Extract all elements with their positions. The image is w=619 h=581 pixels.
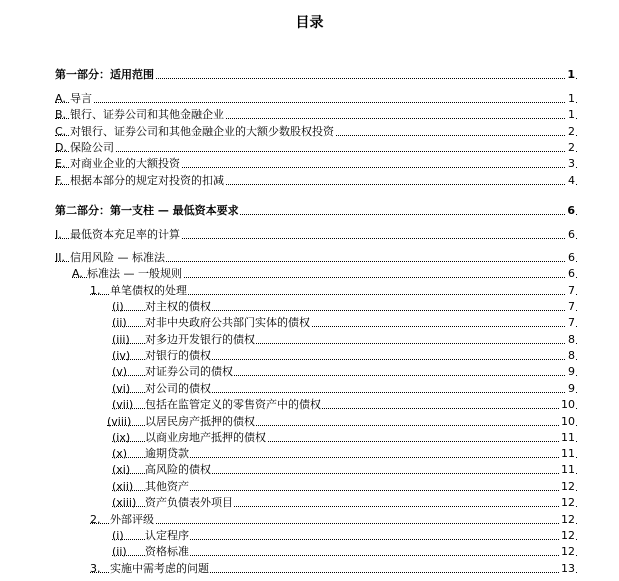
toc-entry-number: (iv)	[112, 349, 131, 362]
toc-entry[interactable]	[0, 283, 619, 299]
toc-entry-number: (xii)	[112, 480, 134, 493]
toc-entry-number: B.	[55, 108, 67, 121]
toc-entry-page: 12	[561, 529, 575, 542]
toc-entry-label: 对公司的债权	[145, 382, 211, 395]
toc-entry[interactable]	[0, 528, 619, 544]
toc-entry-label: 对非中央政府公共部门实体的债权	[145, 316, 310, 329]
toc-entry-label: 对证券公司的债权	[145, 365, 233, 378]
toc-entry-number: A.	[55, 92, 66, 105]
toc-entry[interactable]	[0, 156, 619, 172]
toc-entry-page: 12	[561, 545, 575, 558]
toc-entry-page: 7	[568, 284, 575, 297]
toc-entry[interactable]	[0, 397, 619, 413]
toc-entry[interactable]	[0, 364, 619, 380]
page-title: 目录	[295, 15, 324, 31]
toc-entry[interactable]	[0, 495, 619, 511]
toc-entry-number: A.	[72, 267, 83, 280]
toc-entry-page: 11	[561, 431, 575, 444]
toc-entry-number: (viii)	[107, 415, 132, 428]
toc-entry-number: I.	[55, 228, 62, 241]
toc-entry-page: 10	[561, 415, 575, 428]
toc-entry-number: E.	[55, 157, 66, 170]
toc-entry-page: 6	[568, 251, 575, 264]
dot-leader	[55, 151, 577, 152]
toc-entry-number: 2.	[90, 513, 101, 526]
toc-entry-page: 6	[568, 267, 575, 280]
toc-entry-page: 7	[568, 316, 575, 329]
toc-entry-number: (xiii)	[112, 496, 137, 509]
toc-entry-number: D.	[55, 141, 67, 154]
toc-entry-label: 认定程序	[145, 529, 189, 542]
toc-entry-label: 资格标准	[145, 545, 189, 558]
toc-entry[interactable]	[0, 462, 619, 478]
toc-entry-page: 10	[561, 398, 575, 411]
toc-entry-page: 2	[568, 141, 575, 154]
toc-entry[interactable]	[0, 107, 619, 123]
toc-entry-label: 高风险的债权	[145, 463, 211, 476]
toc-entry-label: 外部评级	[110, 513, 154, 526]
toc-entry-label: 对银行、证券公司和其他金融企业的大额少数股权投资	[70, 125, 334, 138]
toc-entry-page: 7	[568, 300, 575, 313]
toc-entry-label: 对银行的债权	[145, 349, 211, 362]
toc-entry[interactable]	[0, 414, 619, 430]
toc-entry[interactable]	[0, 561, 619, 577]
toc-entry-page: 4	[568, 174, 575, 187]
toc-entry-number: II.	[55, 251, 65, 264]
toc-entry-page: 13	[561, 562, 575, 575]
toc-entry-label: 标准法 — 一般规则	[87, 267, 182, 280]
toc-entry-page: 3	[568, 157, 575, 170]
toc-entry-page: 1	[568, 108, 575, 121]
toc-entry-page: 8	[568, 349, 575, 362]
toc-entry[interactable]	[0, 348, 619, 364]
toc-entry-page: 6	[568, 228, 575, 241]
toc-entry-label: 对商业企业的大额投资	[70, 157, 180, 170]
toc-entry-label: 其他资产	[145, 480, 189, 493]
toc-entry-label: 银行、证券公司和其他金融企业	[70, 108, 224, 121]
toc-entry-number: (i)	[112, 529, 124, 542]
toc-entry-number: (ii)	[112, 316, 127, 329]
toc-entry[interactable]	[0, 67, 619, 83]
toc-entry[interactable]	[0, 479, 619, 495]
toc-entry-page: 9	[568, 382, 575, 395]
toc-entry-page: 6	[567, 204, 575, 217]
toc-entry-label: 单笔债权的处理	[110, 284, 187, 297]
toc-entry-number: (vi)	[112, 382, 131, 395]
toc-entry-label: 以居民房产抵押的债权	[145, 415, 255, 428]
toc-entry[interactable]	[0, 430, 619, 446]
toc-entry[interactable]	[0, 446, 619, 462]
toc-entry-page: 11	[561, 463, 575, 476]
toc-entry-number: F.	[55, 174, 64, 187]
toc-entry-number: (i)	[112, 300, 124, 313]
toc-entry-number: (x)	[112, 447, 128, 460]
toc-entry[interactable]	[0, 203, 619, 219]
toc-entry[interactable]	[0, 140, 619, 156]
toc-entry-number: (ix)	[112, 431, 131, 444]
toc-entry-label: 根据本部分的规定对投资的扣减	[70, 174, 224, 187]
toc-entry-page: 12	[561, 496, 575, 509]
toc-entry-page: 2	[568, 125, 575, 138]
toc-entry-label: 包括在监管定义的零售资产中的债权	[145, 398, 321, 411]
toc-entry[interactable]	[0, 544, 619, 560]
toc-entry[interactable]	[0, 250, 619, 266]
toc-entry[interactable]	[0, 266, 619, 282]
toc-entry-page: 12	[561, 513, 575, 526]
toc-entry-label: 最低资本充足率的计算	[70, 228, 180, 241]
toc-entry-label: 以商业房地产抵押的债权	[145, 431, 266, 444]
toc-entry[interactable]	[0, 315, 619, 331]
toc-entry-label: 实施中需考虑的问题	[110, 562, 209, 575]
toc-entry[interactable]	[0, 381, 619, 397]
toc-entry[interactable]	[0, 512, 619, 528]
toc-entry-page: 8	[568, 333, 575, 346]
toc-entry-page: 1	[568, 92, 575, 105]
toc-entry-page: 9	[568, 365, 575, 378]
toc-entry-page: 1	[567, 68, 575, 81]
toc-entry-label: 第一部分：适用范围	[55, 68, 154, 81]
toc-entry-number: 3.	[90, 562, 101, 575]
toc-entry[interactable]	[0, 91, 619, 107]
toc-entry-page: 11	[561, 447, 575, 460]
toc-entry-number: (v)	[112, 365, 128, 378]
toc-entry-number: C.	[55, 125, 67, 138]
toc-entry-label: 第二部分：第一支柱 — 最低资本要求	[55, 204, 239, 217]
toc-entry-label: 保险公司	[70, 141, 114, 154]
toc-entry-number: 1.	[90, 284, 101, 297]
toc-entry-number: (iii)	[112, 333, 130, 346]
toc-entry[interactable]	[0, 227, 619, 243]
dot-leader	[90, 523, 577, 524]
toc-entry-label: 信用风险 — 标准法	[70, 251, 165, 264]
toc-entry-label: 对多边开发银行的债权	[145, 333, 255, 346]
toc-entry[interactable]	[0, 332, 619, 348]
toc-entry-label: 对主权的债权	[145, 300, 211, 313]
toc-entry-label: 逾期贷款	[145, 447, 189, 460]
dot-leader	[55, 102, 577, 103]
toc-entry[interactable]	[0, 173, 619, 189]
toc-entry[interactable]	[0, 299, 619, 315]
toc-entry-page: 12	[561, 480, 575, 493]
toc-entry-number: (ii)	[112, 545, 127, 558]
toc-entry-number: (xi)	[112, 463, 131, 476]
toc-entry[interactable]	[0, 124, 619, 140]
toc-entry-label: 资产负债表外项目	[145, 496, 233, 509]
toc-entry-number: (vii)	[112, 398, 134, 411]
toc-entry-label: 导言	[70, 92, 92, 105]
